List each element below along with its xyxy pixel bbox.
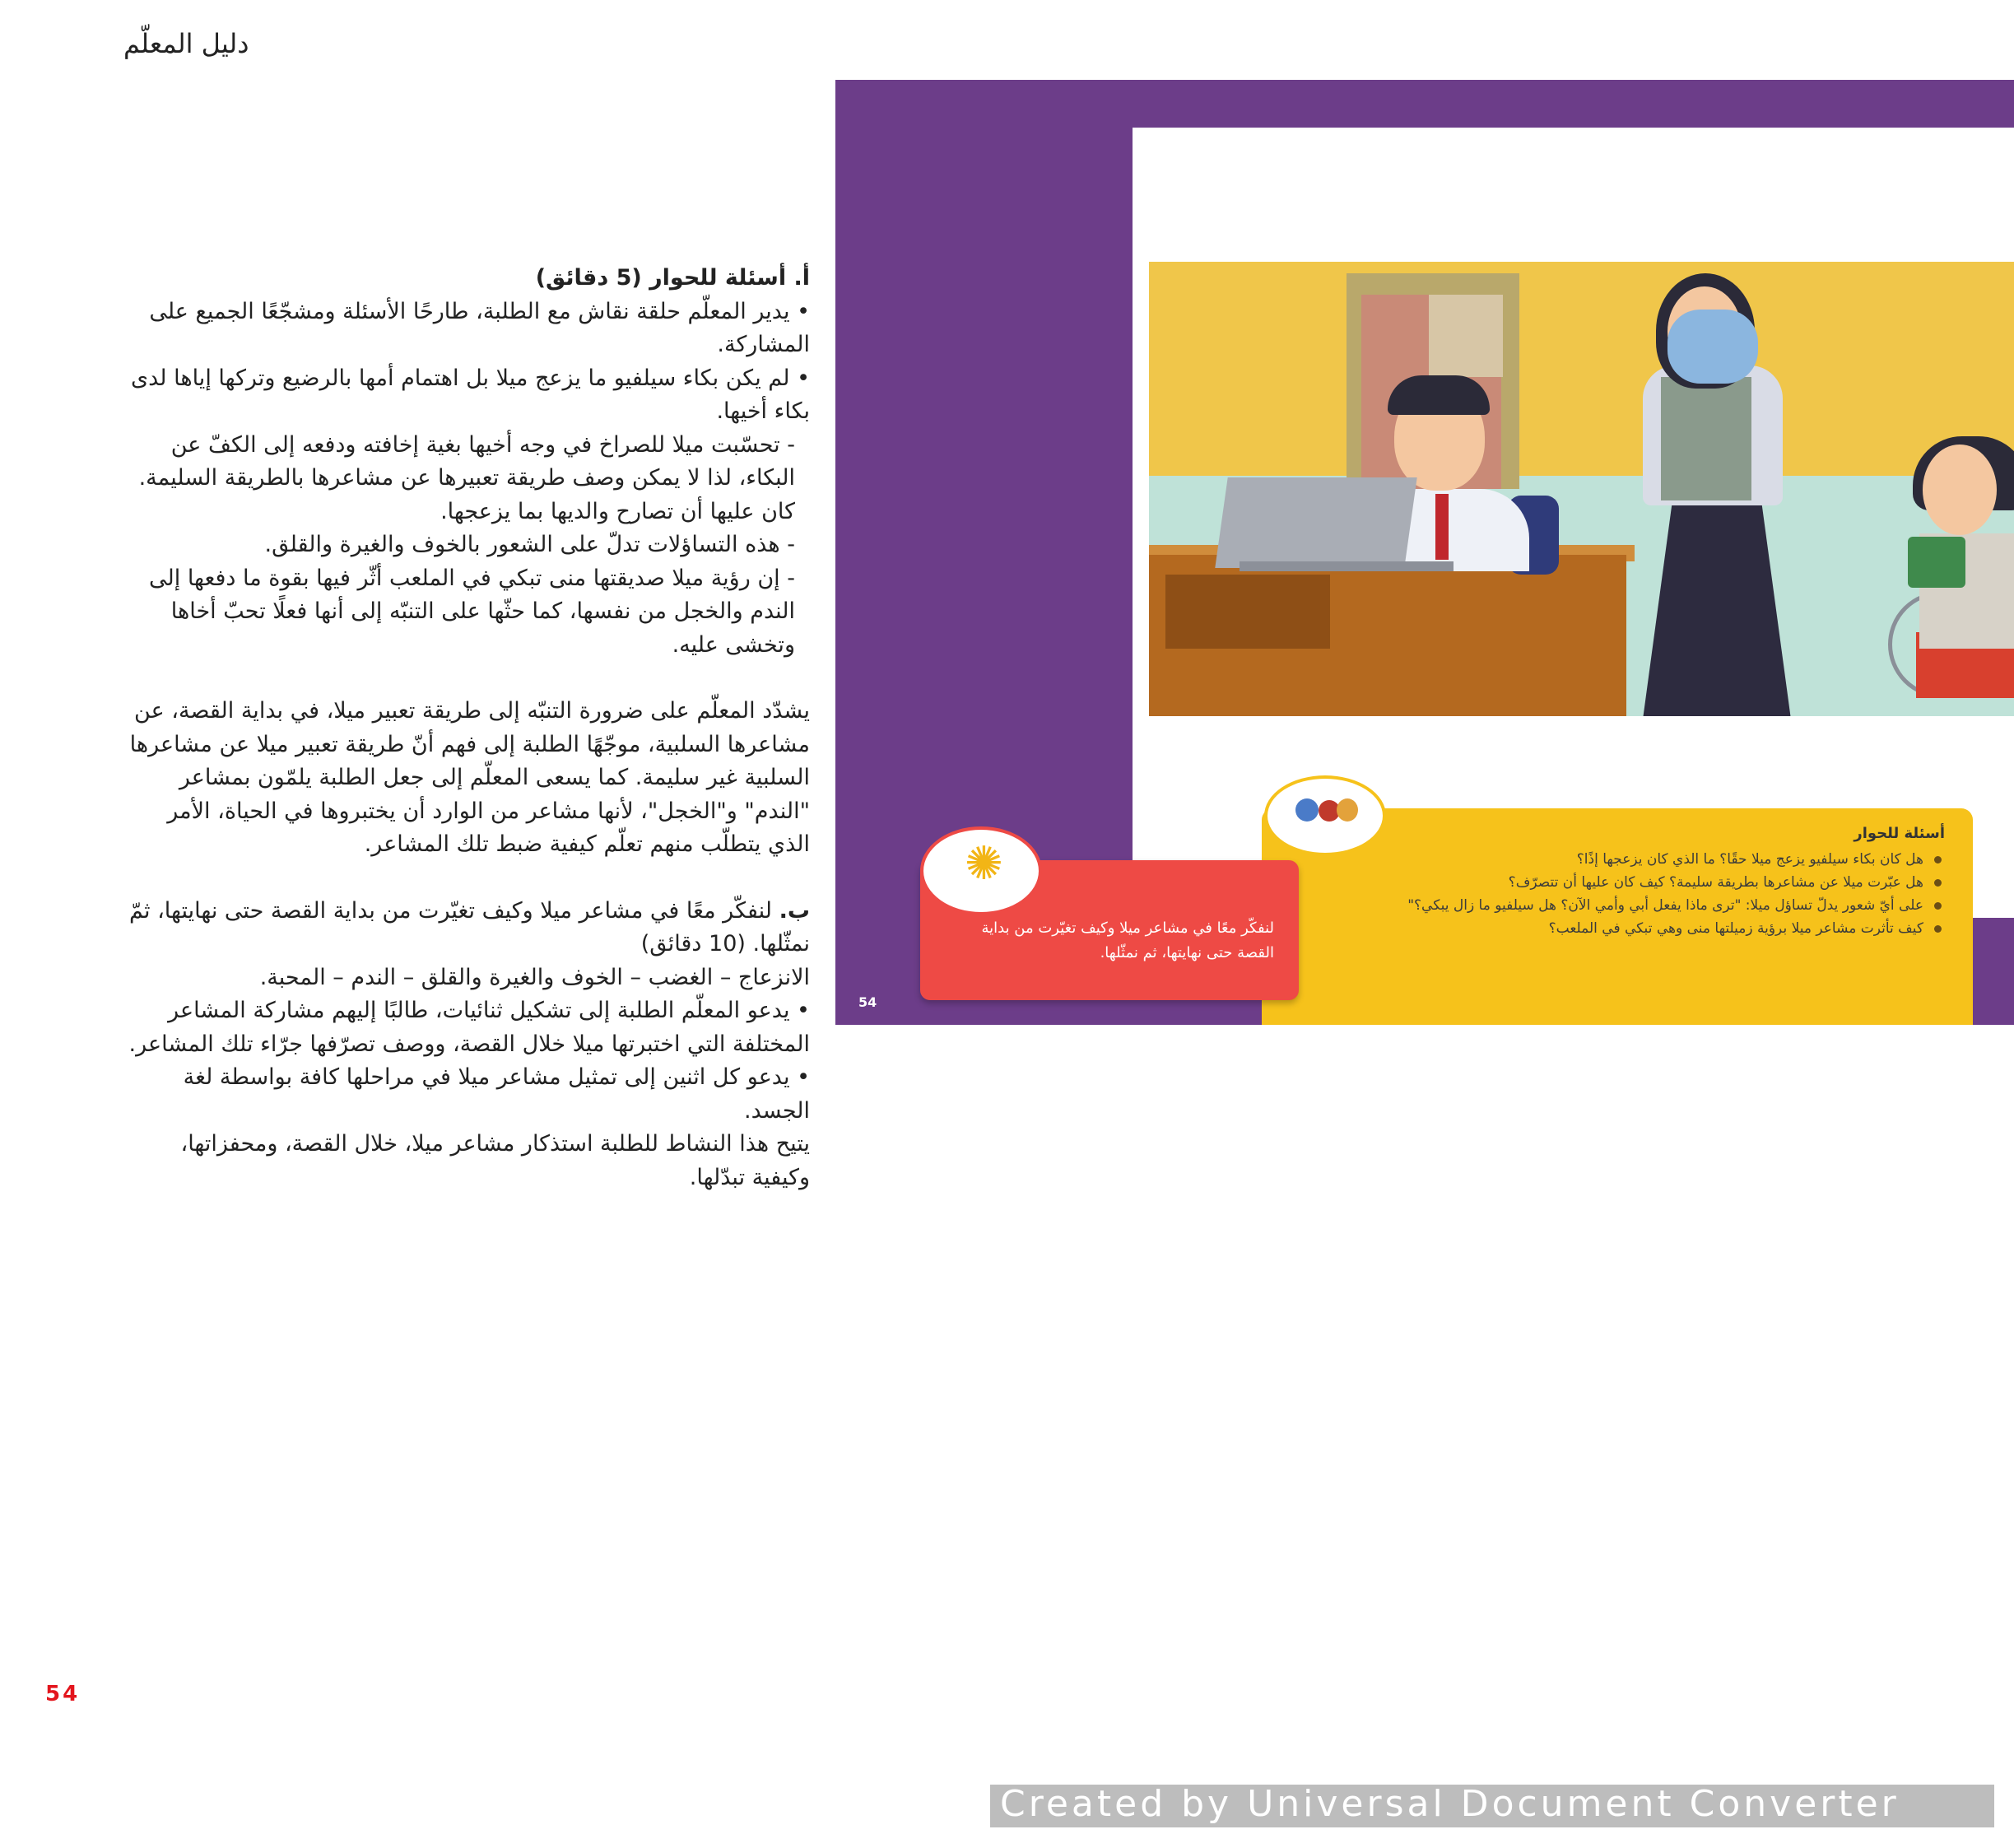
watermark-text: Created by Universal Document Converter: [1000, 1783, 1900, 1825]
question-item: كيف تأثرت مشاعر ميلا برؤية زميلتها منى وهي تبكي في الملعب؟: [1352, 917, 1945, 940]
page-number: 54: [45, 1682, 81, 1706]
section-b-title: [123, 895, 810, 961]
book-page-number: 54: [858, 994, 877, 1010]
question-item: هل كان بكاء سيلفيو يزعج ميلا حقًا؟ ما الذي كان يزعجها إذًا؟: [1352, 848, 1945, 871]
story-illustration: [1149, 262, 2014, 716]
bullet-a1: • يدير المعلّم حلقة نقاش مع الطلبة، طارحًا الأسئلة ومشجّعًا الجميع على المشاركة.: [149, 298, 810, 357]
question-item: على أيّ شعور يدلّ تساؤل ميلا: "ترى ماذا يفعل أبي وأمي الآن؟ هل سيلفيو ما زال يبكي؟": [1352, 894, 1945, 917]
section-b-text: لنفكّر معًا في مشاعر ميلا وكيف تغيّرت من بداية القصة حتى نهايتها، ثمّ نمثّلها. (10 دقائق): [129, 897, 810, 957]
bullet-b2: • يدعو كل اثنين إلى تمثيل مشاعر ميلا في مراحلها كافة بواسطة لغة الجسد.: [183, 1064, 810, 1124]
paragraph-1: يشدّد المعلّم على ضرورة التنبّه إلى طريقة تعبير ميلا، في بداية القصة، عن مشاعرها السلبية، موجّهًا الطلبة إلى فهم أنّ طريقة تعبير ميلا عن مشاعرها السلبية غير سليمة. كما يسعى المعلّم إلى جعل الطلبة يلمّون بمشاعر "الندم" و"الخجل"، لأنها مشاعر من الوارد أن يختبروها في الحياة، الأمر الذي يتطلّب منهم تعلّم كيفية ضبط تلك المشاعر.: [129, 698, 810, 857]
bullet-a2: • لم يكن بكاء سيلفيو ما يزعج ميلا بل اهتمام أمها بالرضيع وتركها إياها لدى بكاء أخيها.: [131, 365, 810, 424]
bullet-a5: - إن رؤية ميلا صديقتها منى تبكي في الملعب أثّر فيها بقوة ما دفعها إلى الندم والخجل من نفسها، كما حثّها على التنبّه إلى أنها فعلًا تحبّ أخاها وتخشى عليه.: [149, 565, 795, 658]
section-b-prefix: ب.: [779, 897, 810, 924]
bullet-a4: - هذه التساؤلات تدلّ على الشعور بالخوف والغيرة والقلق.: [264, 532, 795, 557]
bullet-b1: • يدعو المعلّم الطلبة إلى تشكيل ثنائيات، طالبًا إليهم مشاركة المشاعر المختلفة التي اختبرتها ميلا خلال القصة، ووصف تصرّفها جرّاء تلك المشاعر.: [128, 998, 810, 1057]
questions-title: أسئلة للحوار: [1854, 825, 1945, 842]
lightbulb-icon: ✺: [920, 826, 1042, 915]
people-icon: [1264, 775, 1386, 856]
paragraph-b3: يتيح هذا النشاط للطلبة استذكار مشاعر ميلا، خلال القصة، ومحفزاتها، وكيفية تبدّلها.: [180, 1131, 810, 1190]
emotions-list: الانزعاج – الغضب – الخوف والغيرة والقلق – الندم – المحبة.: [259, 964, 810, 990]
section-a-title: أ. أسئلة للحوار (5 دقائق): [535, 265, 810, 291]
bullet-a3: - تحسّبت ميلا للصراخ في وجه أخيها بغية إخافته ودفعه إلى الكفّ عن البكاء، لذا لا يمكن وصف طريقة تعبيرها عن مشاعرها بالطريقة السليمة. كان عليها أن تصارح والديها بما يزعجها.: [138, 431, 795, 524]
teacher-guide-text: [123, 262, 810, 1194]
page-header-title: دليل المعلّم: [123, 28, 249, 59]
questions-list: [1352, 848, 1945, 940]
think-text: لنفكّر معًا في مشاعر ميلا وكيف تغيّرت من بداية القصة حتى نهايتها، ثم نمثّلها.: [981, 919, 1274, 961]
question-item: هل عبّرت ميلا عن مشاعرها بطريقة سليمة؟ كيف كان عليها أن تتصرّف؟: [1352, 871, 1945, 894]
